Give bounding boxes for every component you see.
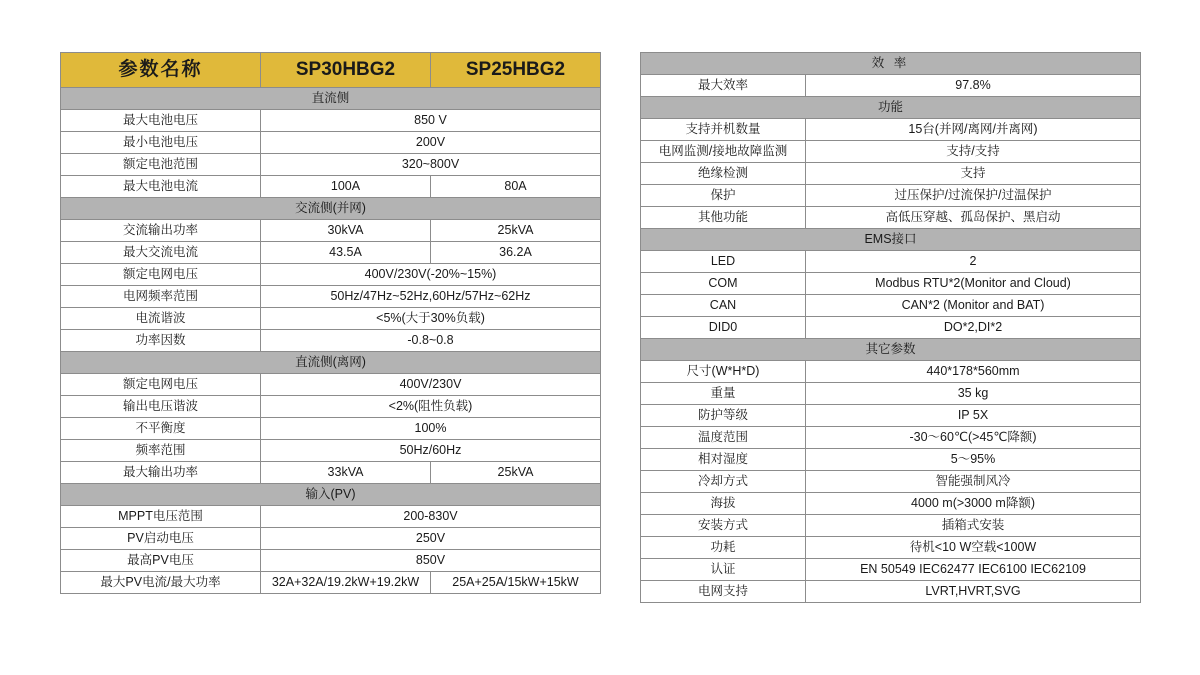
table-row — [641, 449, 1141, 471]
row-label: 电网监测/接地故障监测 — [641, 141, 806, 163]
table-row — [61, 176, 601, 198]
table-row — [61, 154, 601, 176]
row-label: 最小电池电压 — [61, 132, 261, 154]
row-value-model-b: 36.2A — [431, 242, 601, 264]
row-label: 温度范围 — [641, 427, 806, 449]
row-label: COM — [641, 273, 806, 295]
table-row — [61, 572, 601, 594]
table-row — [641, 559, 1141, 581]
table-row — [61, 330, 601, 352]
row-value: -0.8~0.8 — [261, 330, 601, 352]
table-row — [61, 110, 601, 132]
row-label: 冷却方式 — [641, 471, 806, 493]
table-row — [61, 440, 601, 462]
header-param-name: 参数名称 — [61, 53, 261, 88]
row-label: 最大PV电流/最大功率 — [61, 572, 261, 594]
row-label: 最大效率 — [641, 75, 806, 97]
table-row — [641, 537, 1141, 559]
section-header-row — [61, 88, 601, 110]
table-row — [641, 581, 1141, 603]
table-row — [641, 471, 1141, 493]
row-value: LVRT,HVRT,SVG — [806, 581, 1141, 603]
left-table-header-row — [61, 53, 601, 88]
table-row — [61, 418, 601, 440]
row-value: 200-830V — [261, 506, 601, 528]
row-label: 相对湿度 — [641, 449, 806, 471]
section-title: EMS接口 — [641, 229, 1141, 251]
row-value: 2 — [806, 251, 1141, 273]
header-model-a: SP30HBG2 — [261, 53, 431, 88]
row-value-model-a: 30kVA — [261, 220, 431, 242]
section-title: 效 率 — [641, 53, 1141, 75]
row-label: 支持并机数量 — [641, 119, 806, 141]
row-value: EN 50549 IEC62477 IEC6100 IEC62109 — [806, 559, 1141, 581]
row-value-model-b: 25kVA — [431, 462, 601, 484]
row-label: 输出电压谐波 — [61, 396, 261, 418]
row-label: 其他功能 — [641, 207, 806, 229]
row-label: 频率范围 — [61, 440, 261, 462]
row-label: 保护 — [641, 185, 806, 207]
row-value: 5～95% — [806, 449, 1141, 471]
row-label: 最大电池电压 — [61, 110, 261, 132]
row-label: 交流输出功率 — [61, 220, 261, 242]
row-value: 850 V — [261, 110, 601, 132]
table-row — [61, 462, 601, 484]
row-value: <5%(大于30%负载) — [261, 308, 601, 330]
row-value: <2%(阻性负载) — [261, 396, 601, 418]
row-label: 额定电网电压 — [61, 374, 261, 396]
row-value: 高低压穿越、孤岛保护、黑启动 — [806, 207, 1141, 229]
row-value-model-b: 25A+25A/15kW+15kW — [431, 572, 601, 594]
row-value: 4000 m(>3000 m降额) — [806, 493, 1141, 515]
section-title: 其它参数 — [641, 339, 1141, 361]
section-title: 直流侧 — [61, 88, 601, 110]
row-value: 850V — [261, 550, 601, 572]
row-label: 额定电池范围 — [61, 154, 261, 176]
table-row — [641, 317, 1141, 339]
table-row — [641, 493, 1141, 515]
table-row — [61, 242, 601, 264]
table-row — [61, 506, 601, 528]
table-row — [641, 405, 1141, 427]
row-label: 认证 — [641, 559, 806, 581]
row-label: 最大输出功率 — [61, 462, 261, 484]
row-value-model-a: 32A+32A/19.2kW+19.2kW — [261, 572, 431, 594]
row-value: 250V — [261, 528, 601, 550]
table-row — [641, 515, 1141, 537]
row-label: 重量 — [641, 383, 806, 405]
row-value: 待机<10 W空载<100W — [806, 537, 1141, 559]
row-label: 海拔 — [641, 493, 806, 515]
row-value: 200V — [261, 132, 601, 154]
table-row — [61, 396, 601, 418]
row-label: 防护等级 — [641, 405, 806, 427]
section-header-row — [61, 352, 601, 374]
row-label: 功率因数 — [61, 330, 261, 352]
table-row — [61, 220, 601, 242]
row-label: 最大交流电流 — [61, 242, 261, 264]
table-row — [61, 132, 601, 154]
row-label: 不平衡度 — [61, 418, 261, 440]
row-value: 智能强制风冷 — [806, 471, 1141, 493]
row-label: PV启动电压 — [61, 528, 261, 550]
table-row — [641, 427, 1141, 449]
row-value: 97.8% — [806, 75, 1141, 97]
row-value: 100% — [261, 418, 601, 440]
section-title: 输入(PV) — [61, 484, 601, 506]
row-value: 35 kg — [806, 383, 1141, 405]
row-value: 支持 — [806, 163, 1141, 185]
section-header-row — [641, 97, 1141, 119]
table-row — [641, 295, 1141, 317]
row-value-model-a: 33kVA — [261, 462, 431, 484]
table-row — [641, 141, 1141, 163]
row-label: 功耗 — [641, 537, 806, 559]
table-row — [641, 75, 1141, 97]
row-value: Modbus RTU*2(Monitor and Cloud) — [806, 273, 1141, 295]
row-value: 440*178*560mm — [806, 361, 1141, 383]
row-value: 支持/支持 — [806, 141, 1141, 163]
section-header-row — [641, 339, 1141, 361]
row-label: 最大电池电流 — [61, 176, 261, 198]
row-label: 电网频率范围 — [61, 286, 261, 308]
table-row — [641, 119, 1141, 141]
section-header-row — [61, 198, 601, 220]
row-value: 320~800V — [261, 154, 601, 176]
row-label: 绝缘检测 — [641, 163, 806, 185]
row-value: 50Hz/60Hz — [261, 440, 601, 462]
row-value: IP 5X — [806, 405, 1141, 427]
section-title: 直流侧(离网) — [61, 352, 601, 374]
header-model-b: SP25HBG2 — [431, 53, 601, 88]
table-row — [61, 550, 601, 572]
row-value: -30～60℃(>45℃降额) — [806, 427, 1141, 449]
section-title: 交流侧(并网) — [61, 198, 601, 220]
row-value: 50Hz/47Hz~52Hz,60Hz/57Hz~62Hz — [261, 286, 601, 308]
left-spec-table — [60, 52, 601, 594]
table-row — [641, 383, 1141, 405]
table-row — [61, 264, 601, 286]
table-row — [641, 163, 1141, 185]
table-row — [61, 374, 601, 396]
row-value-model-b: 25kVA — [431, 220, 601, 242]
right-spec-table — [640, 52, 1141, 603]
row-label: CAN — [641, 295, 806, 317]
section-title: 功能 — [641, 97, 1141, 119]
row-label: 最高PV电压 — [61, 550, 261, 572]
table-row — [61, 286, 601, 308]
row-value: DO*2,DI*2 — [806, 317, 1141, 339]
row-value: CAN*2 (Monitor and BAT) — [806, 295, 1141, 317]
row-value: 插箱式安装 — [806, 515, 1141, 537]
table-row — [641, 207, 1141, 229]
row-value: 过压保护/过流保护/过温保护 — [806, 185, 1141, 207]
section-header-row — [61, 484, 601, 506]
row-value-model-a: 100A — [261, 176, 431, 198]
table-row — [641, 185, 1141, 207]
row-label: LED — [641, 251, 806, 273]
table-row — [61, 308, 601, 330]
table-row — [641, 361, 1141, 383]
table-row — [641, 251, 1141, 273]
row-label: MPPT电压范围 — [61, 506, 261, 528]
row-value-model-b: 80A — [431, 176, 601, 198]
table-row — [641, 273, 1141, 295]
row-value: 15台(并网/离网/并离网) — [806, 119, 1141, 141]
row-label: 安装方式 — [641, 515, 806, 537]
table-row — [61, 528, 601, 550]
row-value-model-a: 43.5A — [261, 242, 431, 264]
row-label: 电流谐波 — [61, 308, 261, 330]
section-header-row — [641, 53, 1141, 75]
section-header-row — [641, 229, 1141, 251]
row-label: 尺寸(W*H*D) — [641, 361, 806, 383]
row-value: 400V/230V — [261, 374, 601, 396]
row-label: DID0 — [641, 317, 806, 339]
row-value: 400V/230V(-20%~15%) — [261, 264, 601, 286]
row-label: 额定电网电压 — [61, 264, 261, 286]
row-label: 电网支持 — [641, 581, 806, 603]
